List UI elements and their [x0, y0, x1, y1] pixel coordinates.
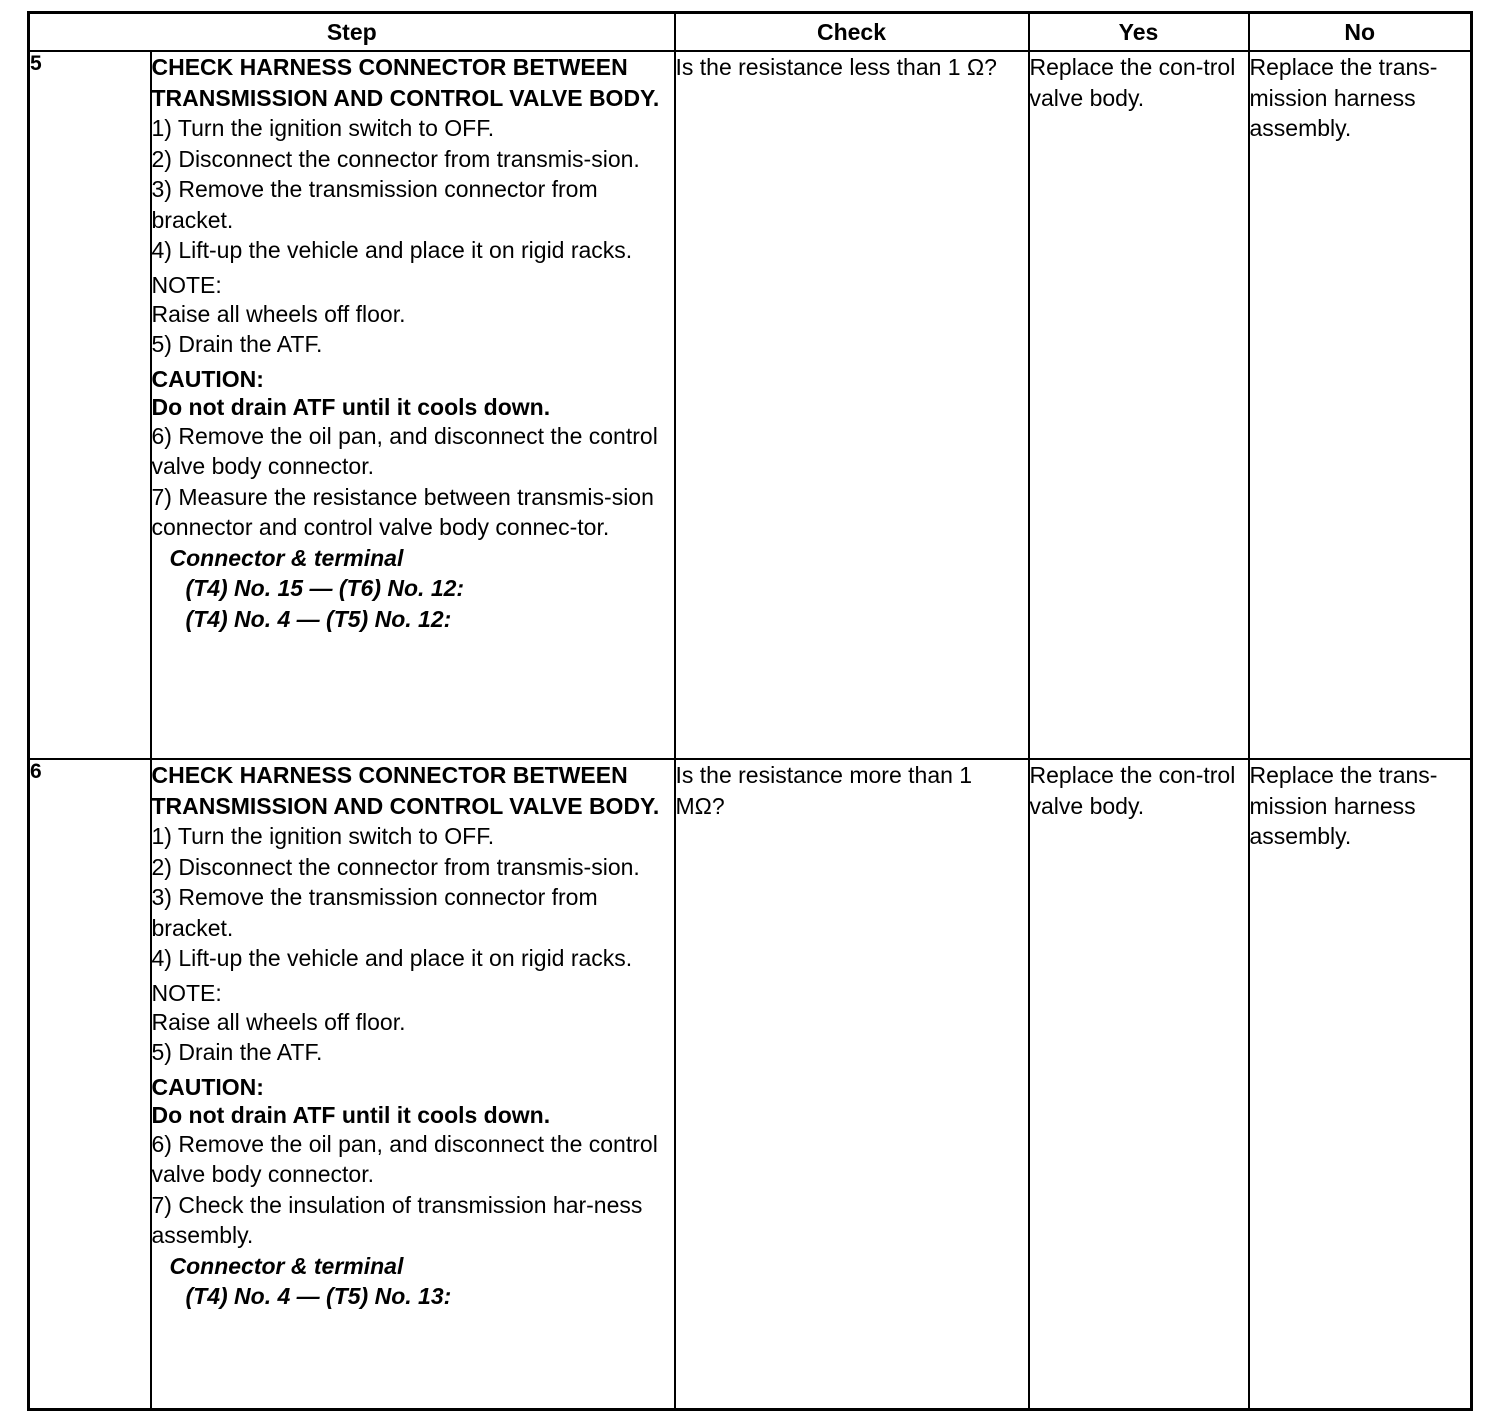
- step-title: CHECK HARNESS CONNECTOR BETWEEN TRANSMISSION AND CONTROL VALVE BODY.: [151, 54, 660, 111]
- diagnostic-table: [27, 11, 1473, 1411]
- header-no: No: [1249, 13, 1472, 52]
- terminal-spec: (T4) No. 4 — (T5) No. 13:: [185, 1283, 452, 1309]
- step-title: CHECK HARNESS CONNECTOR BETWEEN TRANSMISSION AND CONTROL VALVE BODY.: [151, 762, 660, 819]
- step-item: 2) Disconnect the connector from transmis-sion.: [151, 853, 640, 880]
- step-item: 3) Remove the transmission connector from bracket.: [151, 176, 598, 233]
- terminal-spec: (T4) No. 15 — (T6) No. 12:: [185, 575, 465, 601]
- yes-cell: Replace the con-trol valve body.: [1029, 51, 1249, 759]
- caution-text: Do not drain ATF until it cools down.: [151, 393, 551, 420]
- header-step: Step: [29, 13, 675, 52]
- check-cell: Is the resistance less than 1 Ω?: [675, 51, 1029, 759]
- connector-label: Connector & terminal: [169, 544, 404, 571]
- table-row: [29, 51, 1472, 759]
- terminal-spec: (T4) No. 4 — (T5) No. 12:: [185, 605, 452, 632]
- step-item: 5) Drain the ATF.: [151, 1039, 323, 1065]
- note-text: Raise all wheels off floor.: [151, 300, 406, 327]
- note-label: NOTE:: [151, 979, 222, 1006]
- no-cell: Replace the trans-mission harness assembly.: [1249, 759, 1472, 1409]
- step-item: 1) Turn the ignition switch to OFF.: [151, 115, 495, 141]
- step-item: 7) Check the insulation of transmission har-ness assembly.: [151, 1191, 643, 1248]
- step-item: 3) Remove the transmission connector from bracket.: [151, 884, 598, 941]
- step-item: 2) Disconnect the connector from transmis-sion.: [151, 145, 640, 172]
- step-item: 6) Remove the oil pan, and disconnect the control valve body connector.: [151, 1130, 658, 1187]
- no-cell: Replace the trans-mission harness assembly.: [1249, 51, 1472, 759]
- step-content: [151, 51, 675, 759]
- header-yes: Yes: [1029, 13, 1249, 52]
- step-item: 5) Drain the ATF.: [151, 331, 323, 357]
- step-number: 6: [29, 759, 151, 1409]
- note-text: Raise all wheels off floor.: [151, 1008, 406, 1035]
- caution-label: CAUTION:: [151, 1073, 264, 1100]
- step-item: 4) Lift-up the vehicle and place it on rigid racks.: [151, 237, 633, 263]
- step-item: 4) Lift-up the vehicle and place it on rigid racks.: [151, 945, 633, 971]
- table-row: [29, 759, 1472, 1409]
- step-number: 5: [29, 51, 151, 759]
- caution-label: CAUTION:: [151, 365, 264, 392]
- step-item: 7) Measure the resistance between transmis-sion connector and control valve body connec-tor.: [151, 483, 654, 540]
- header-row: [29, 13, 1472, 52]
- check-cell: Is the resistance more than 1 MΩ?: [675, 759, 1029, 1409]
- note-label: NOTE:: [151, 271, 222, 298]
- caution-text: Do not drain ATF until it cools down.: [151, 1101, 551, 1128]
- connector-label: Connector & terminal: [169, 1252, 404, 1279]
- header-check: Check: [675, 13, 1029, 52]
- step-content: [151, 759, 675, 1409]
- step-item: 6) Remove the oil pan, and disconnect the control valve body connector.: [151, 422, 658, 479]
- step-item: 1) Turn the ignition switch to OFF.: [151, 823, 495, 849]
- yes-cell: Replace the con-trol valve body.: [1029, 759, 1249, 1409]
